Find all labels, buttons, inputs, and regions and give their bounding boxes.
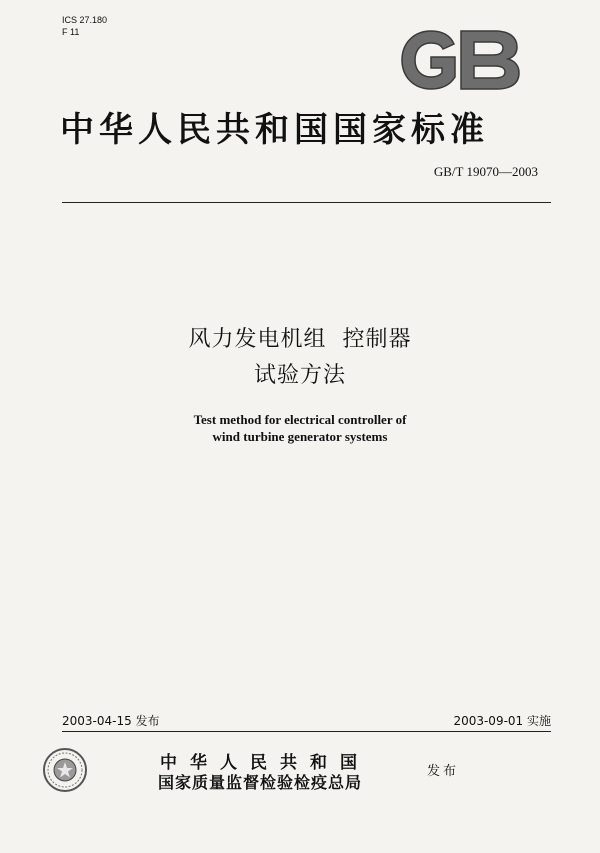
issuer-line2: 国家质量监督检验检疫总局 — [158, 773, 363, 792]
ics-code: ICS 27.180 — [62, 15, 108, 25]
chinese-title-line1: 风力发电机组 控制器 — [188, 327, 412, 352]
standard-number: GB/T 19070—2003 — [433, 164, 538, 179]
issue-action: 发布 — [427, 764, 460, 779]
effective-date: 2003-09-01 实施 — [453, 714, 551, 728]
english-title-line2: wind turbine generator systems — [212, 429, 388, 444]
chinese-title-line2: 试验方法 — [253, 363, 346, 388]
issue-date: 2003-04-15 发布 — [62, 714, 160, 728]
top-divider — [62, 202, 551, 203]
english-title-line1: Test method for electrical controller of — [193, 412, 407, 427]
gb-logo — [398, 26, 522, 94]
ccs-code: F 11 — [62, 27, 80, 37]
official-seal-icon — [42, 747, 88, 793]
classification-codes — [62, 14, 107, 38]
issuer-line1: 中华人民共和国 — [160, 753, 370, 773]
bottom-divider — [62, 731, 551, 732]
national-standard-title: 中华人民共和国国家标准 — [60, 110, 489, 150]
